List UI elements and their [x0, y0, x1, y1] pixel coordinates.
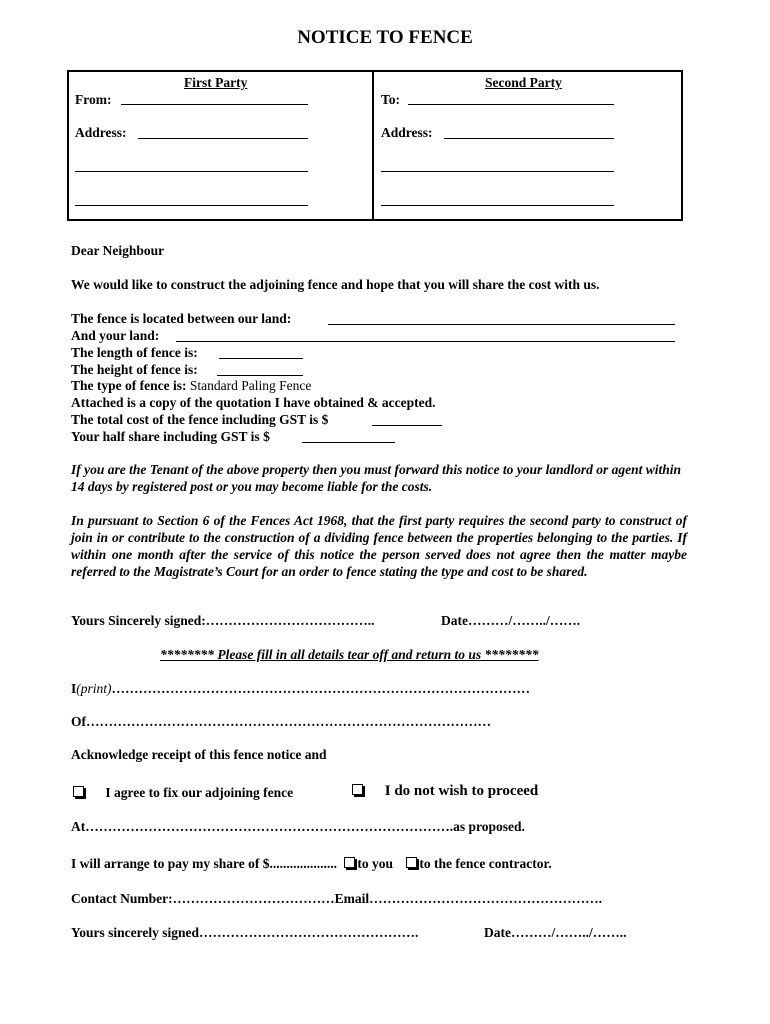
acknowledge-text: Acknowledge receipt of this fence notice and	[71, 747, 327, 762]
pay-share-row[interactable]	[71, 855, 552, 872]
date-label[interactable]: Date………/……../…….	[441, 613, 581, 628]
first-party-heading: First Party	[184, 75, 248, 90]
your-land-field[interactable]	[176, 341, 675, 342]
first-party-address-label: Address:	[75, 125, 127, 140]
at-field[interactable]: At……………………………………………………………………….as proposed.	[71, 819, 525, 834]
reply-signed-label[interactable]: Yours sincerely signed………………………………………….	[71, 925, 419, 940]
agree-option[interactable]	[73, 784, 293, 801]
fence-height-field[interactable]	[217, 375, 303, 376]
half-share-field[interactable]	[302, 442, 395, 443]
quotation-text: Attached is a copy of the quotation I have obtained & accepted.	[71, 395, 436, 410]
first-party-address-line-2[interactable]	[75, 171, 308, 172]
print-name-dots[interactable]: …………………………………………………………………………………	[111, 681, 531, 696]
tenant-notice: If you are the Tenant of the above property then you must forward this notice to your landlord or agent within 14 days by registered post or you may become liable for the costs.	[71, 462, 682, 494]
legal-notice: In pursuant to Section 6 of the Fences Act 1968, that the first party requires the second party to construct of join in or contribute to the construction of a dividing fence between the properties belonging to the parties. If within one month after the service of this notice the person served does not agree then the matter maybe referred to the Magistrate’s Court for an order to fence stating the type and cost to be shared.	[71, 513, 687, 579]
tear-off-notice: ******** Please fill in all details tear off and return to us ********	[160, 647, 539, 662]
print-name-prefix: I	[71, 681, 77, 696]
page-title: NOTICE TO FENCE	[297, 27, 473, 48]
contact-email-field[interactable]: Contact Number:………………………………Email…………………………………………….	[71, 891, 602, 906]
print-name-row[interactable]	[71, 680, 530, 697]
reply-date-label[interactable]: Date………/……../……..	[484, 925, 627, 940]
print-label: (print)	[76, 681, 112, 696]
your-land-label: And your land:	[71, 328, 160, 343]
second-party-heading: Second Party	[485, 75, 562, 90]
decline-checkbox[interactable]	[352, 784, 363, 795]
of-field[interactable]: Of………………………………………………………………………………	[71, 714, 491, 729]
fence-located-field[interactable]	[328, 324, 675, 325]
decline-option-label: I do not wish to proceed	[384, 783, 539, 799]
half-share-label: Your half share including GST is $	[71, 429, 270, 444]
from-label: From:	[75, 92, 112, 107]
second-party-address-field[interactable]	[444, 138, 614, 139]
fence-length-field[interactable]	[219, 358, 303, 359]
total-cost-label: The total cost of the fence including GST is $	[71, 412, 329, 427]
fence-type-value[interactable]: Standard Paling Fence	[189, 378, 312, 393]
agree-option-label: I agree to fix our adjoining fence	[105, 785, 294, 800]
fence-height-label: The height of fence is:	[71, 362, 198, 377]
contractor-label: to the fence contractor.	[419, 856, 552, 871]
second-party-address-line-3[interactable]	[381, 205, 614, 206]
contractor-checkbox[interactable]	[406, 857, 417, 868]
party-details-box	[67, 70, 683, 221]
party-divider	[372, 70, 374, 221]
intro-text: We would like to construct the adjoining fence and hope that you will share the cost with us.	[71, 277, 600, 292]
agree-checkbox[interactable]	[73, 786, 84, 797]
pay-share-label[interactable]: I will arrange to pay my share of $....................	[71, 856, 337, 871]
signed-label[interactable]: Yours Sincerely signed:………………………………..	[71, 613, 375, 628]
salutation: Dear Neighbour	[71, 243, 165, 258]
first-party-address-line-3[interactable]	[75, 205, 308, 206]
second-party-address-line-2[interactable]	[381, 171, 614, 172]
fence-located-label: The fence is located between our land:	[71, 311, 292, 326]
to-you-label: to you	[357, 856, 394, 871]
to-field[interactable]	[408, 104, 614, 105]
fence-length-label: The length of fence is:	[71, 345, 198, 360]
second-party-address-label: Address:	[381, 125, 433, 140]
total-cost-field[interactable]	[372, 425, 442, 426]
decline-option[interactable]	[352, 783, 538, 800]
to-you-checkbox[interactable]	[344, 857, 355, 868]
from-field[interactable]	[121, 104, 308, 105]
fence-type-label: The type of fence is:	[71, 378, 187, 393]
to-label: To:	[381, 92, 401, 107]
first-party-address-field[interactable]	[138, 138, 308, 139]
fence-type-row	[71, 377, 311, 394]
